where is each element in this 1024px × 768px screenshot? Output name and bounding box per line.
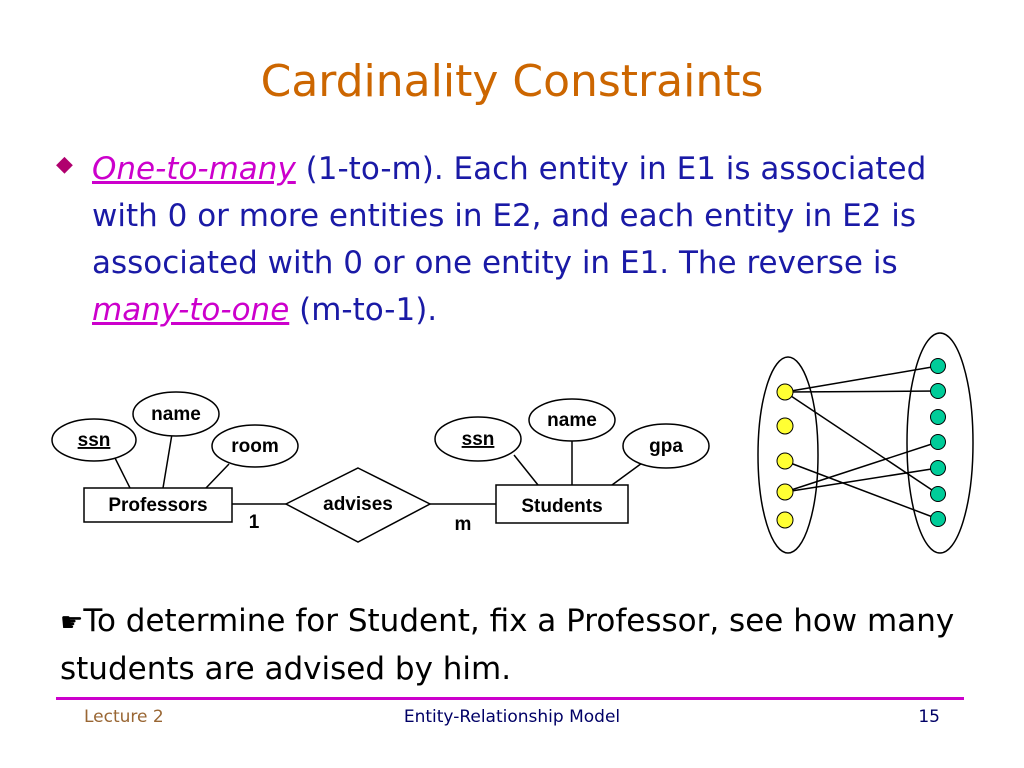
footer-lecture: Lecture 2 bbox=[84, 707, 164, 727]
e2-node bbox=[931, 461, 946, 476]
relationship-advises-label: advises bbox=[323, 494, 393, 515]
sub-bullet-body: To determine for Student, fix a Professor, see how many students are advised by him. bbox=[60, 603, 955, 687]
e1-node bbox=[777, 384, 793, 400]
pointing-hand-icon: ☛ bbox=[60, 608, 84, 638]
e2-node bbox=[931, 512, 946, 527]
attr-stud-name-label: name bbox=[547, 410, 597, 431]
attr-stud-gpa-label: gpa bbox=[649, 436, 683, 457]
term-many-to-one: many-to-one bbox=[92, 292, 290, 328]
e2-node bbox=[931, 384, 946, 399]
bullet-text-part1: (1-to-m). Each entity in E1 is associated with 0 or more entities in E2, and each entity in E2 is associated with 0 or one entity in E1. The reverse is bbox=[92, 151, 927, 281]
e2-node bbox=[931, 435, 946, 450]
bullet-diamond-icon: ◆ bbox=[56, 152, 73, 177]
slide-title: Cardinality Constraints bbox=[260, 56, 764, 107]
e2-node bbox=[931, 359, 946, 374]
e2-node bbox=[931, 487, 946, 502]
cardinality-right: m bbox=[454, 514, 472, 535]
footer-page-number: 15 bbox=[918, 707, 940, 727]
sub-bullet-text bbox=[60, 598, 990, 692]
attr-prof-name-label: name bbox=[151, 404, 201, 425]
e2-node bbox=[931, 410, 946, 425]
footer-divider bbox=[56, 697, 964, 700]
bullet-text-part2: (m-to-1). bbox=[289, 292, 438, 328]
footer-topic: Entity-Relationship Model bbox=[403, 707, 621, 727]
attr-stud-ssn-label: ssn bbox=[461, 429, 495, 450]
entity-students-label: Students bbox=[521, 496, 603, 517]
e1-node bbox=[777, 453, 793, 469]
cardinality-left: 1 bbox=[248, 512, 260, 533]
attr-prof-room-label: room bbox=[231, 436, 279, 457]
e1-node bbox=[777, 418, 793, 434]
attr-prof-ssn-label: ssn bbox=[77, 430, 111, 451]
entity-professors-label: Professors bbox=[108, 495, 208, 516]
term-one-to-many: One-to-many bbox=[92, 151, 296, 187]
e1-node bbox=[777, 512, 793, 528]
e1-node bbox=[777, 484, 793, 500]
